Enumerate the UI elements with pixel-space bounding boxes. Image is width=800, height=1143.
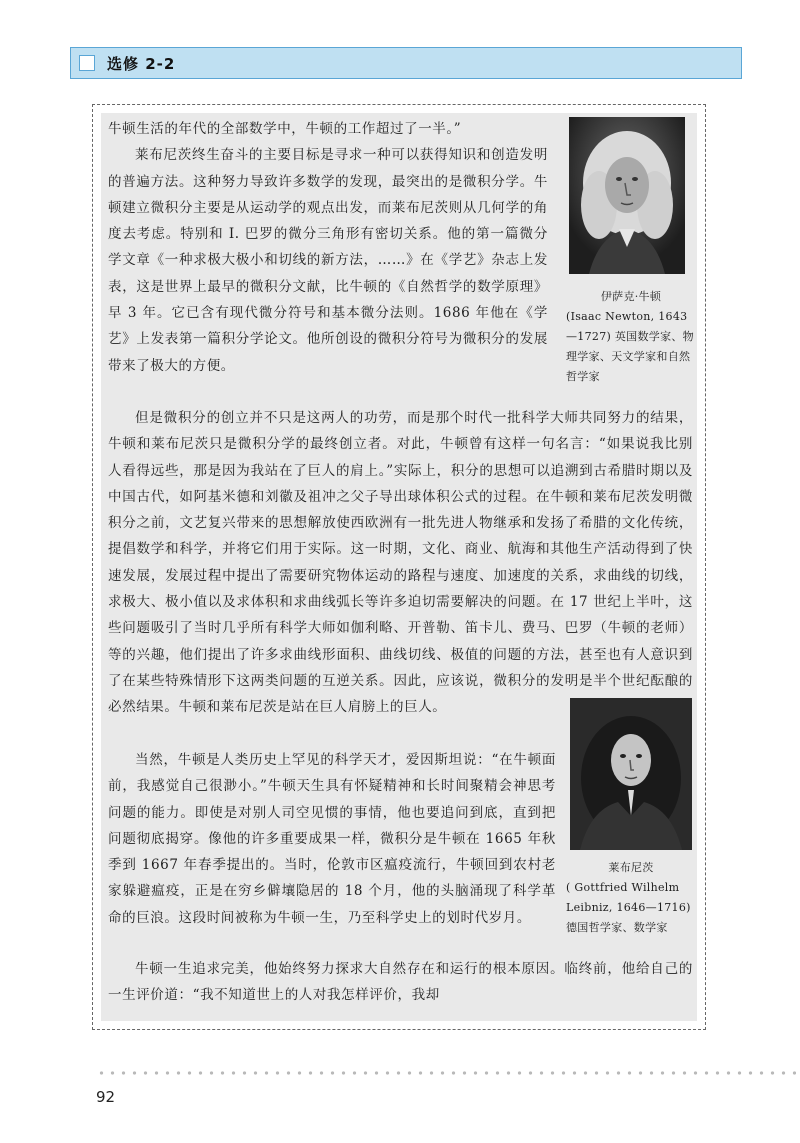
header-square-icon bbox=[79, 55, 95, 71]
text-block-end bbox=[108, 956, 693, 1009]
text-block-genius bbox=[108, 747, 556, 931]
leibniz-portrait bbox=[570, 698, 692, 850]
newton-caption-name: 伊萨克·牛顿 bbox=[600, 290, 662, 303]
page-number: 92 bbox=[96, 1088, 116, 1106]
leibniz-caption bbox=[566, 858, 696, 938]
leibniz-portrait-image bbox=[570, 698, 692, 850]
paragraph-leibniz-goal: 莱布尼茨终生奋斗的主要目标是寻求一种可以获得知识和创造发明的普遍方法。这种努力导致许多数学的发现，最突出的是微积分学。牛顿建立微积分主要是从运动学的观点出发，而莱布尼茨则从几何学的角度去考虑。特别和 I. 巴罗的微分三角形有密切关系。他的第一篇微分学文章《一种求极大极小和切线的新方法，……》在《学艺》杂志上发表，这是世界上最早的微积分文献，比牛顿的《自然哲学的数学原理》早 3 年。它已含有现代微分符号和基本微分法则。1686 年他在《学艺》上发表第一篇积分学论文。他所创设的微积分符号为微积分的发展带来了极大的方便。 bbox=[108, 147, 548, 374]
newton-portrait bbox=[569, 117, 685, 274]
paragraph-not-two-people: 但是微积分的创立并不只是这两人的功劳，而是那个时代一批科学大师共同努力的结果，牛顿和莱布尼茨只是微积分学的最终创立者。对此，牛顿曾有这样一句名言：“如果说我比别人看得远些，那是因为我站在了巨人的肩上。”实际上，积分的思想可以追溯到古希腊时期以及中国古代，如阿基米德和刘徽及祖冲之父子导出球体积公式的过程。在牛顿和莱布尼茨发明微积分之前，文艺复兴带来的思想解放使西欧洲有一批先进人物继承和发扬了希腊的文化传统，提倡数学和科学，并将它们用于实际。这一时期，文化、商业、航海和其他生产活动得到了快速发展，发展过程中提出了需要研究物体运动的路程与速度、加速度的关系，求曲线的切线，求极大、极小值以及求体积和求曲线弧长等许多迫切需要解决的问题。在 17 世纪上半叶，这些问题吸引了当时几乎所有科学大师如伽利略、开普勒、笛卡儿、费马、巴罗（牛顿的老师）等的兴趣，他们提出了许多求曲线形面积、曲线切线、极值的问题的方法，甚至也有人意识到了在某些特殊情形下这两类问题的互逆关系。因此，应该说，微积分的发明是半个世纪酝酿的必然结果。牛顿和莱布尼茨是站在巨人肩膀上的巨人。 bbox=[108, 410, 693, 716]
newton-portrait-image bbox=[569, 117, 685, 274]
header-title: 选修 2-2 bbox=[107, 55, 176, 73]
paragraph-intro: 牛顿生活的年代的全部数学中，牛顿的工作超过了一半。” bbox=[108, 121, 462, 137]
paragraph-genius: 当然，牛顿是人类历史上罕见的科学天才，爱因斯坦说：“在牛顿面前，我感觉自己很渺小。”牛顿天生具有怀疑精神和长时间聚精会神思考问题的能力。即使是对别人司空见惯的事情，他也要追问到底，直到把问题彻底揭穿。像他的许多重要成果一样，微积分是牛顿在 1665 年秋季到 1667 年春季提出的。当时，伦敦市区瘟疫流行，牛顿回到农村老家躲避瘟疫，正是在穷乡僻壤隐居的 18 个月，他的头脑涌现了科学革命的巨浪。这段时间被称为牛顿一生，乃至科学史上的划时代岁月。 bbox=[108, 752, 556, 926]
newton-caption-desc: (Isaac Newton, 1643—1727) 英国数学家、物理学家、天文学家和自然哲学家 bbox=[566, 310, 694, 383]
newton-caption bbox=[566, 287, 696, 387]
text-block-middle bbox=[108, 405, 693, 721]
text-block-upper bbox=[108, 116, 548, 379]
paragraph-end: 牛顿一生追求完美，他始终努力探求大自然存在和运行的根本原因。临终前，他给自己的一生评价道：“我不知道世上的人对我怎样评价，我却 bbox=[108, 961, 693, 1004]
footer-dotted-rule bbox=[96, 1070, 796, 1076]
leibniz-caption-desc: ( Gottfried Wilhelm Leibniz, 1646—1716) 德国哲学家、数学家 bbox=[566, 881, 691, 934]
leibniz-caption-name: 莱布尼茨 bbox=[608, 861, 654, 874]
section-header bbox=[70, 47, 742, 79]
